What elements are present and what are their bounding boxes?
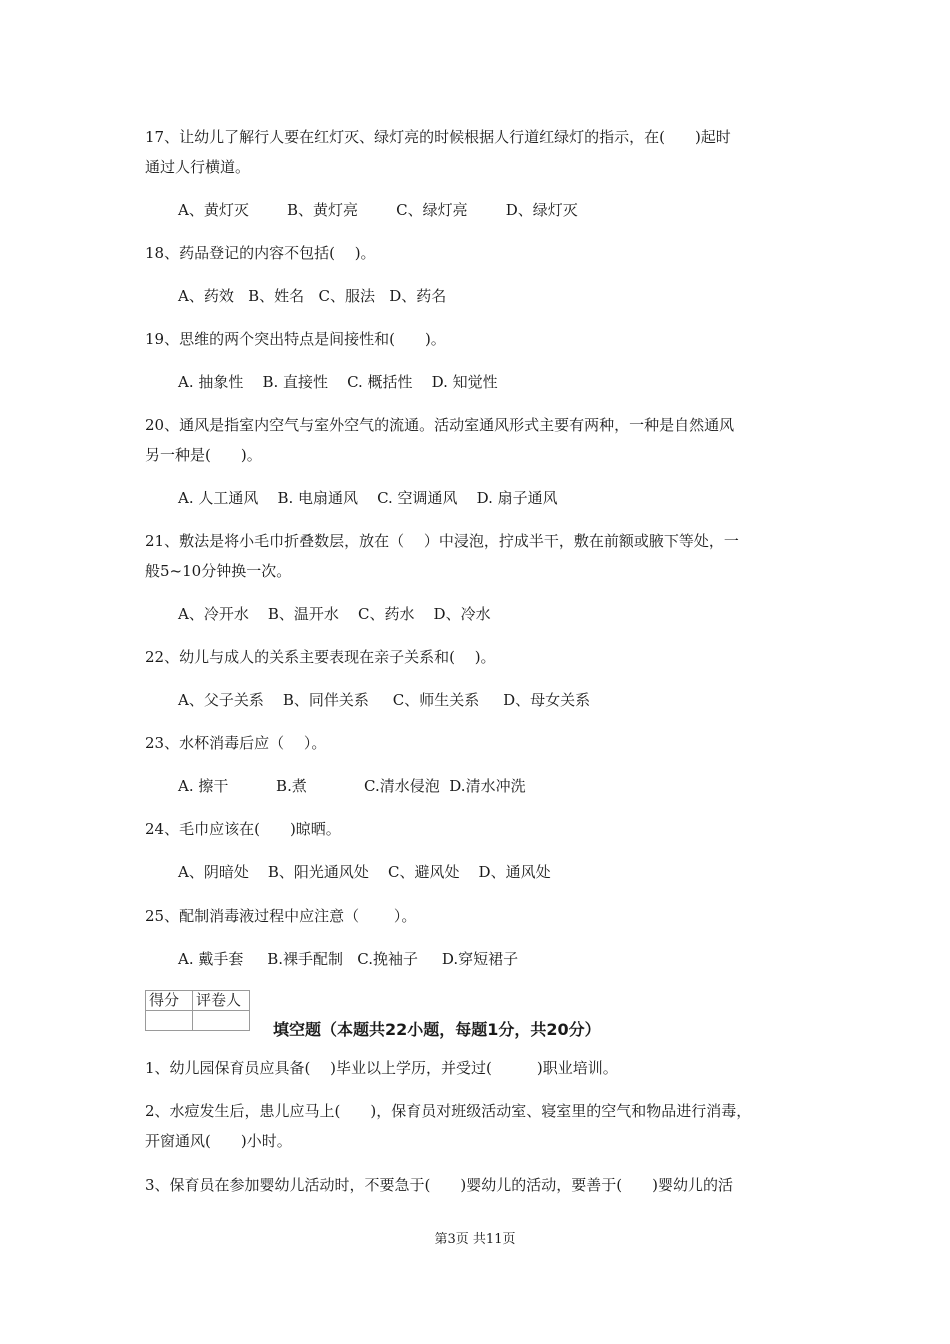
question-options: A、父子关系 B、同伴关系 C、师生关系 D、母女关系 [178, 691, 591, 709]
question-text: 2、水痘发生后，患儿应马上( )，保育员对班级活动室、寝室里的空气和物品进行消毒， [145, 1102, 752, 1120]
question-options: A. 戴手套 B.裸手配制 C.挽袖子 D.穿短裙子 [178, 950, 519, 968]
question-text: 24、毛巾应该在( )晾晒。 [145, 820, 341, 838]
question-text: 20、通风是指室内空气与室外空气的流通。活动室通风形式主要有两种，一种是自然通风 [145, 416, 735, 434]
question-text: 3、保育员在参加婴幼儿活动时，不要急于( )婴幼儿的活动，要善于( )婴幼儿的活 [145, 1176, 733, 1194]
question-text: 开窗通风( )小时。 [145, 1132, 292, 1150]
question-text: 25、配制消毒液过程中应注意（ ）。 [145, 907, 417, 925]
question-text: 另一种是( )。 [145, 446, 262, 464]
question-text: 21、敷法是将小毛巾折叠数层，放在（ ）中浸泡，拧成半干，敷在前额或腋下等处，一 [145, 532, 739, 550]
score-label: 得分 [146, 991, 193, 1011]
page-footer: 第3页 共11页 [434, 1232, 516, 1247]
score-table [145, 990, 250, 1031]
question-text: 1、幼儿园保育员应具备( )毕业以上学历，并受过( )职业培训。 [145, 1059, 618, 1077]
question-text: 22、幼儿与成人的关系主要表现在亲子关系和( )。 [145, 648, 496, 666]
question-text: 23、水杯消毒后应（ ）。 [145, 734, 327, 752]
question-options: A、药效 B、姓名 C、服法 D、药名 [178, 287, 447, 305]
question-text: 般5~10分钟换一次。 [145, 562, 292, 580]
question-options: A. 人工通风 B. 电扇通风 C. 空调通风 D. 扇子通风 [178, 489, 558, 507]
question-options: A、阴暗处 B、阳光通风处 C、避风处 D、通风处 [178, 863, 551, 881]
score-cell [146, 1011, 193, 1031]
grader-label: 评卷人 [193, 991, 250, 1011]
question-text: 18、药品登记的内容不包括( )。 [145, 244, 376, 262]
question-options: A. 擦干 B.煮 C.清水侵泡 D.清水冲洗 [178, 777, 526, 795]
question-text: 17、让幼儿了解行人要在红灯灭、绿灯亮的时候根据人行道红绿灯的指示，在( )起时 [145, 128, 731, 146]
question-options: A、黄灯灭 B、黄灯亮 C、绿灯亮 D、绿灯灭 [178, 201, 578, 219]
question-options: A. 抽象性 B. 直接性 C. 概括性 D. 知觉性 [178, 373, 498, 391]
question-options: A、冷开水 B、温开水 C、药水 D、冷水 [178, 605, 491, 623]
section-title: 填空题（本题共22小题，每题1分，共20分） [273, 1020, 601, 1039]
question-text: 通过人行横道。 [145, 158, 251, 176]
grader-cell [193, 1011, 250, 1031]
question-text: 19、思维的两个突出特点是间接性和( )。 [145, 330, 446, 348]
